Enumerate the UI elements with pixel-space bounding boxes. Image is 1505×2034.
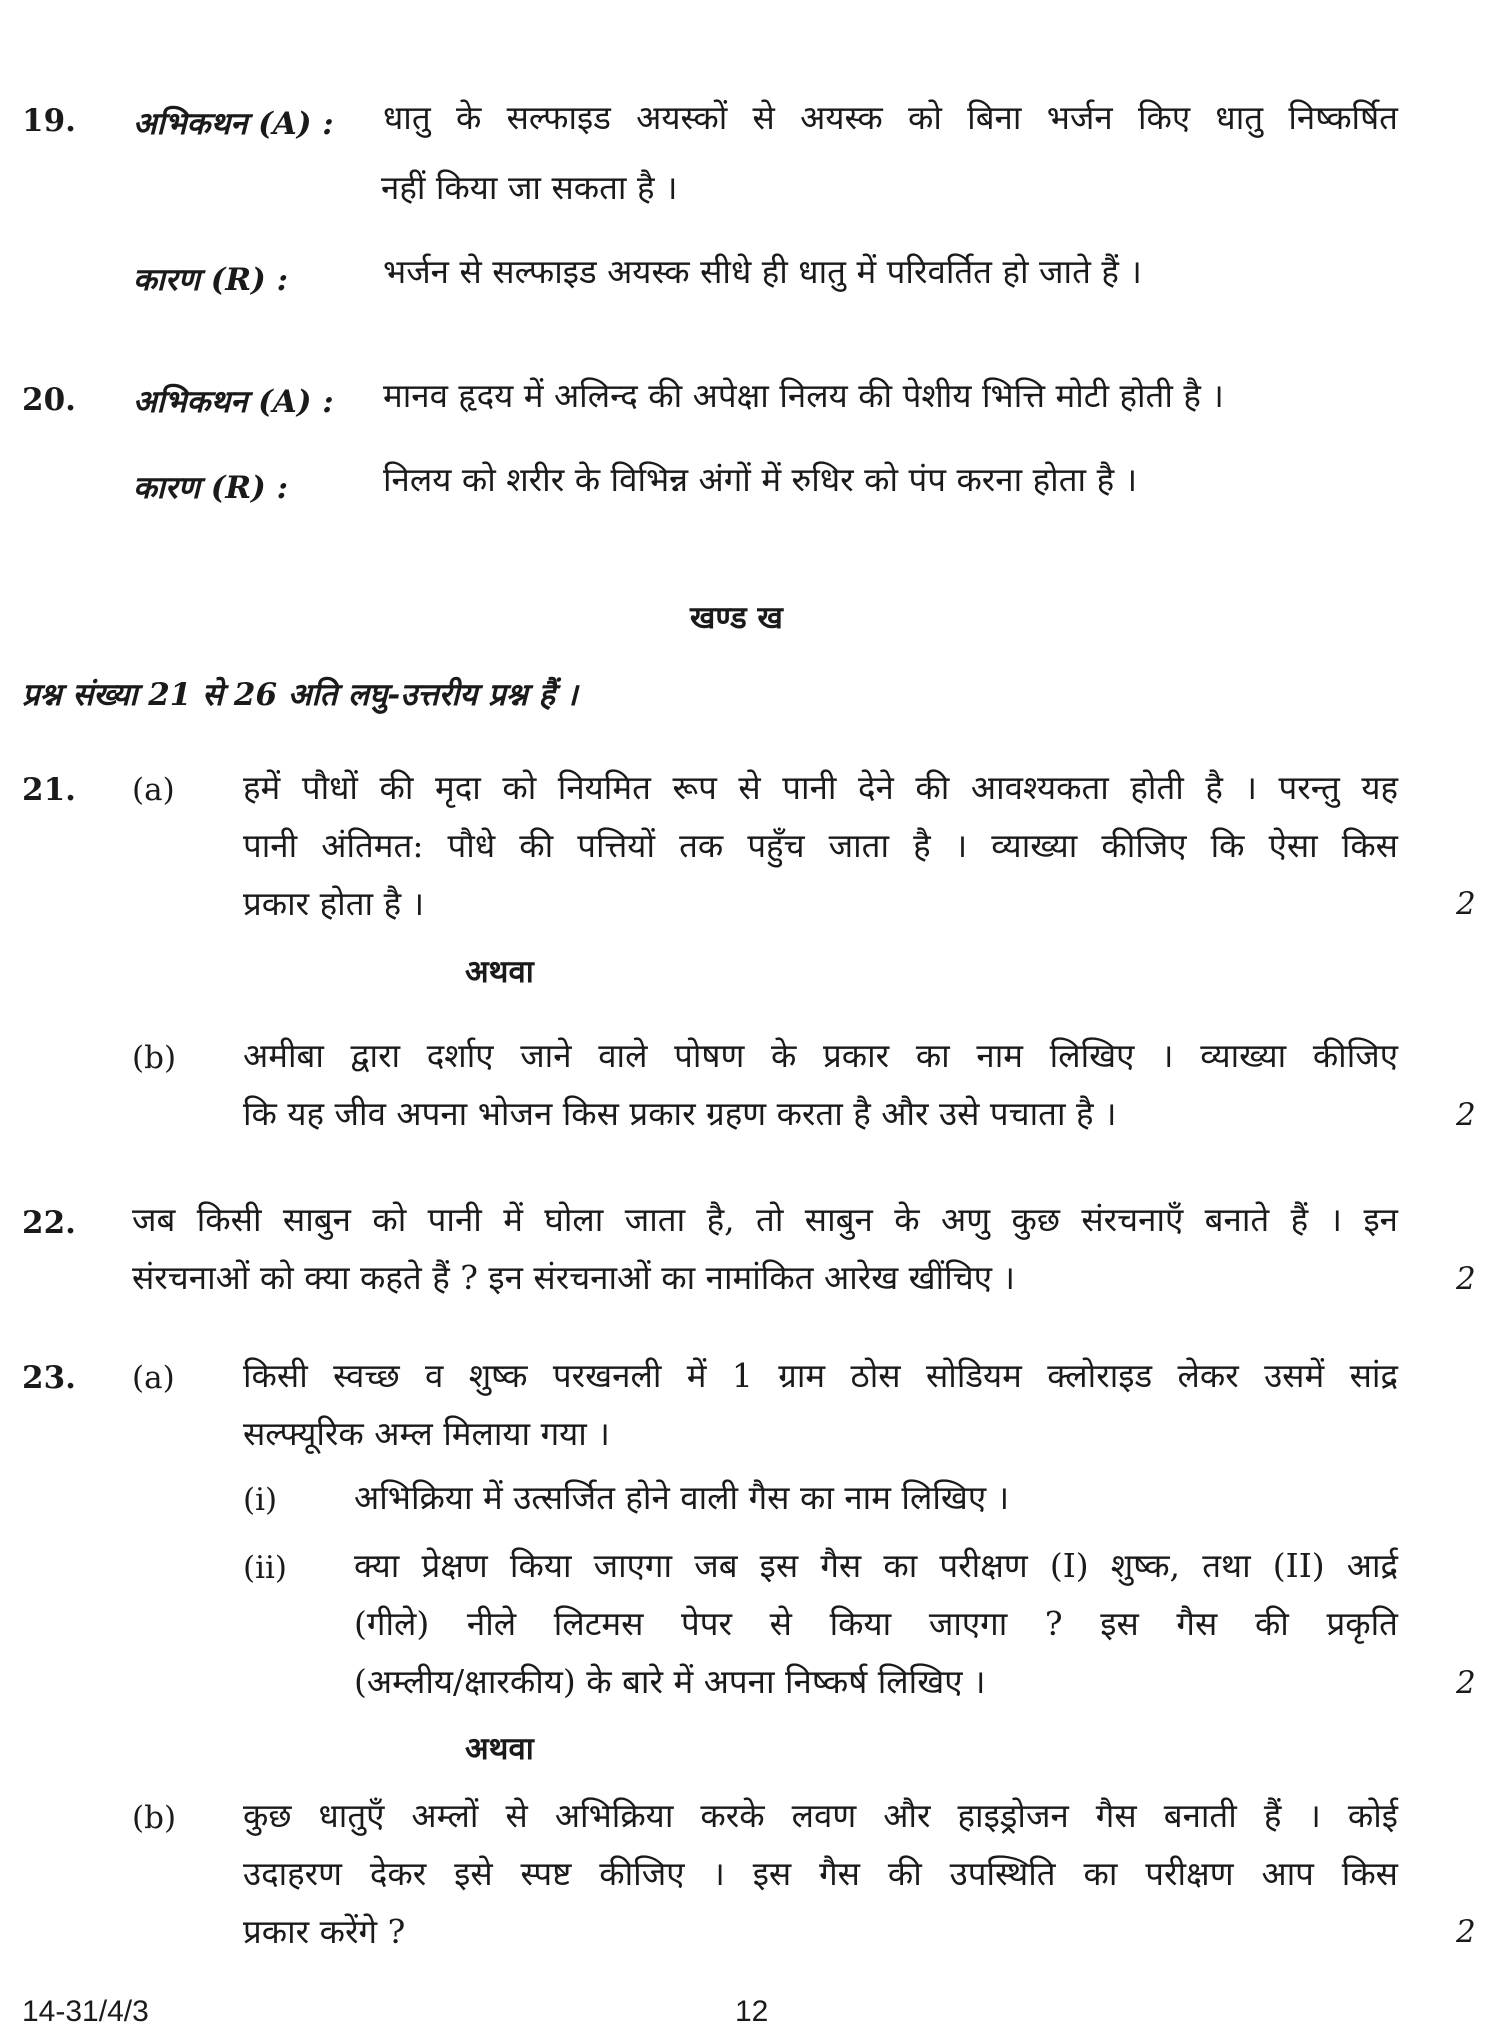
q21-a-line-1: हमें पौधों की मृदा को नियमित रूप से पानी देने की आवश्यकता होती है । परन्तु यह [243,768,1398,807]
q23-sub-ii-label: (ii) [243,1550,288,1586]
question-number-20: 20. [22,382,76,418]
q21-part-a-label: (a) [132,772,175,808]
q21-part-b-label: (b) [132,1040,177,1076]
reason-label-19: कारण (R) : [133,262,289,298]
q22-marks: 2 [1456,1261,1476,1297]
q23-ii-line-2: (गीले) नीले लिटमस पेपर से किया जाएगा ? इस गैस की प्रकृति [354,1604,1398,1643]
page-number: 12 [735,1995,769,2028]
question-number-23: 23. [22,1360,76,1396]
q21-a-marks: 2 [1456,886,1476,922]
q23-or-label: अथवा [465,1731,534,1767]
q23-part-b-label: (b) [132,1800,177,1836]
question-number-22: 22. [22,1205,76,1241]
q23-b-line-2: उदाहरण देकर इसे स्पष्ट कीजिए । इस गैस की उपस्थिति का परीक्षण आप किस [243,1854,1398,1893]
q23-b-line-3: प्रकार करेंगे ? [243,1912,406,1951]
q23-i-line-1: अभिक्रिया में उत्सर्जित होने वाली गैस का नाम लिखिए । [354,1478,1010,1517]
assertion-label-19: अभिकथन (A) : [133,106,334,142]
q23-b-marks: 2 [1456,1914,1476,1950]
question-number-21: 21. [22,772,76,808]
reason-19-line-1: भर्जन से सल्फाइड अयस्क सीधे ही धातु में परिवर्तित हो जाते हैं । [383,252,1142,291]
q23-ii-line-3: (अम्लीय/क्षारकीय) के बारे में अपना निष्कर्ष लिखिए । [354,1662,986,1701]
paper-code: 14-31/4/3 [22,1995,149,2028]
q23-a-line-2: सल्फ्यूरिक अम्ल मिलाया गया । [243,1414,610,1453]
q22-line-1: जब किसी साबुन को पानी में घोला जाता है, तो साबुन के अणु कुछ संरचनाएँ बनाते हैं । इन [132,1200,1398,1239]
q23-a-line-1: किसी स्वच्छ व शुष्क परखनली में 1 ग्राम ठोस सोडियम क्लोराइड लेकर उसमें सांद्र [243,1356,1398,1395]
reason-label-20: कारण (R) : [133,470,289,506]
question-number-19: 19. [22,103,76,139]
q21-b-marks: 2 [1456,1097,1476,1133]
assertion-label-20: अभिकथन (A) : [133,384,334,420]
assertion-20-line-1: मानव हृदय में अलिन्द की अपेक्षा निलय की पेशीय भित्ति मोटी होती है । [383,376,1224,415]
q23-b-line-1: कुछ धातुएँ अम्लों से अभिक्रिया करके लवण और हाइड्रोजन गैस बनाती हैं । कोई [243,1796,1398,1835]
q23-part-a-label: (a) [132,1360,175,1396]
q21-b-line-1: अमीबा द्वारा दर्शाए जाने वाले पोषण के प्रकार का नाम लिखिए । व्याख्या कीजिए [243,1036,1398,1075]
q21-or-label: अथवा [465,954,534,990]
q23-ii-line-1: क्या प्रेक्षण किया जाएगा जब इस गैस का परीक्षण (I) शुष्क, तथा (II) आर्द्र [354,1546,1398,1585]
q21-a-line-3: प्रकार होता है । [243,884,425,923]
q23-sub-i-label: (i) [243,1482,278,1518]
assertion-19-line-1: धातु के सल्फाइड अयस्कों से अयस्क को बिना भर्जन किए धातु निष्कर्षित [383,98,1398,137]
section-instruction: प्रश्न संख्या 21 से 26 अति लघु-उत्तरीय प्रश्न हैं । [22,677,578,713]
q23-a-marks: 2 [1456,1665,1476,1701]
reason-20-line-1: निलय को शरीर के विभिन्न अंगों में रुधिर को पंप करना होता है । [383,460,1138,499]
q21-a-line-2: पानी अंतिमत: पौधे की पत्तियों तक पहुँच जाता है । व्याख्या कीजिए कि ऐसा किस [243,826,1398,865]
q22-line-2: संरचनाओं को क्या कहते हैं ? इन संरचनाओं का नामांकित आरेख खींचिए । [132,1258,1015,1297]
section-heading: खण्ड ख [690,600,783,636]
assertion-19-line-2: नहीं किया जा सकता है । [381,168,678,207]
q21-b-line-2: कि यह जीव अपना भोजन किस प्रकार ग्रहण करता है और उसे पचाता है । [243,1094,1117,1133]
